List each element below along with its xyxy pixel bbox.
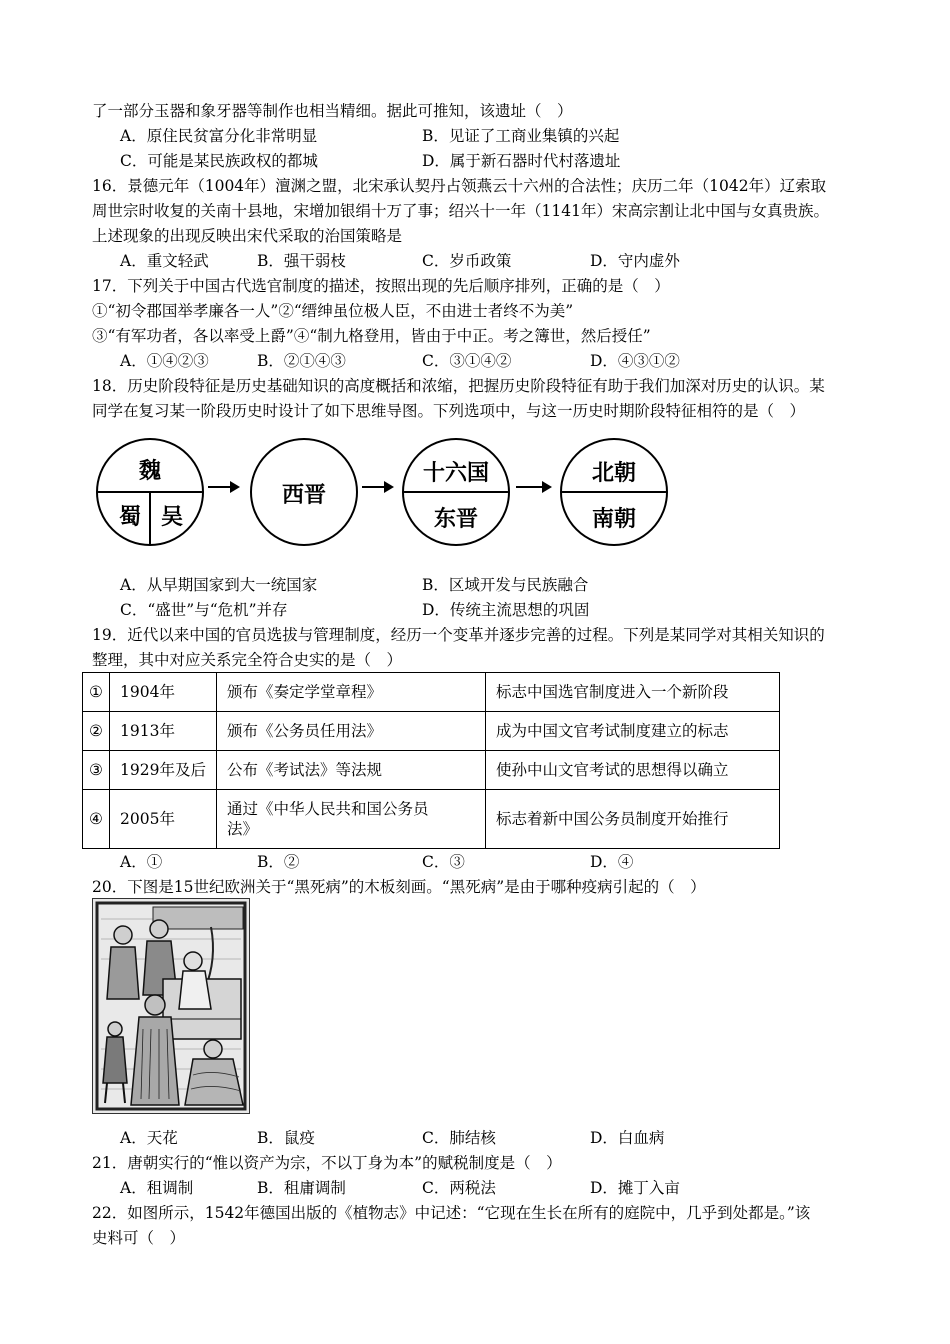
label-dongjin: 东晋 (433, 507, 478, 532)
q17-option-b[interactable]: B．②①④③ (257, 352, 346, 370)
q18-option-d[interactable]: D．传统主流思想的巩固 (422, 601, 590, 619)
label-shu: 蜀 (118, 505, 141, 530)
q21-option-a[interactable]: A．租调制 (120, 1179, 194, 1197)
arrow-right-icon (516, 486, 550, 488)
circle-three-kingdoms (96, 438, 204, 546)
q22-stem-line-2: 史料可（ ） (92, 1229, 186, 1247)
table-cell-meaning: 标志中国选官制度进入一个新阶段 (486, 673, 780, 712)
q16-stem-line-2: 周世宗时收复的关南十县地，宋增加银绢十万了事；绍兴十一年（1141年）宋高宗割让北中国与女真贵族。 (92, 202, 829, 220)
q19-option-d[interactable]: D．④ (590, 853, 634, 871)
mind-map-diagram (96, 436, 676, 548)
circle-sixteen-kingdoms-eastern-jin (402, 438, 510, 546)
q16-option-b[interactable]: B．强干弱枝 (257, 252, 346, 270)
q17-option-d[interactable]: D．④③①② (590, 352, 680, 370)
q21-option-c[interactable]: C．两税法 (422, 1179, 496, 1197)
label-xijin: 西晋 (281, 483, 326, 508)
q18-option-c[interactable]: C．“盛世”与“危机”并存 (120, 601, 288, 619)
black-death-woodcut-image (92, 898, 250, 1114)
q21-option-b[interactable]: B．租庸调制 (257, 1179, 346, 1197)
q19-option-c[interactable]: C．③ (422, 853, 465, 871)
table-cell-meaning: 标志着新中国公务员制度开始推行 (486, 790, 780, 849)
circle-northern-southern-dynasties (560, 438, 668, 546)
q16-option-c[interactable]: C．岁币政策 (422, 252, 512, 270)
table-cell-event: 公布《考试法》等法规 (217, 751, 486, 790)
q18-stem-line-2: 同学在复习某一阶段历史时设计了如下思维导图。下列选项中，与这一历史时期阶段特征相符的是（ ） (92, 402, 806, 420)
label-wei: 魏 (138, 459, 161, 484)
q20-option-b[interactable]: B．鼠疫 (257, 1129, 315, 1147)
table-cell-num: ② (83, 712, 110, 751)
q20-option-c[interactable]: C．肺结核 (422, 1129, 496, 1147)
q15-option-a[interactable]: A．原住民贫富分化非常明显 (120, 127, 318, 145)
q18-option-b[interactable]: B．区域开发与民族融合 (422, 576, 589, 594)
table-row (83, 751, 780, 790)
q20-option-a[interactable]: A．天花 (120, 1129, 178, 1147)
q20-option-d[interactable]: D．白血病 (590, 1129, 665, 1147)
label-nanchao: 南朝 (591, 507, 636, 532)
table-cell-num: ① (83, 673, 110, 712)
q22-stem-line-1: 22．如图所示，1542年德国出版的《植物志》中记述：“它现在生长在所有的庭院中，几乎到处都是。”该 (92, 1204, 811, 1222)
q17-stem-line-3: ③“有军功者，各以率受上爵”④“制九格登用，皆由于中正。考之簿世，然后授任” (92, 327, 651, 345)
circle-western-jin (250, 438, 358, 546)
table-cell-year: 1904年 (110, 673, 217, 712)
q19-option-a[interactable]: A．① (120, 853, 163, 871)
table-cell-num: ③ (83, 751, 110, 790)
table-row (83, 712, 780, 751)
table-cell-year: 1929年及后 (110, 751, 217, 790)
q15-stem: 了一部分玉器和象牙器等制作也相当精细。据此可推知，该遗址（ ） (92, 102, 573, 120)
q19-stem-line-2: 整理，其中对应关系完全符合史实的是（ ） (92, 651, 403, 669)
q16-stem-line-3: 上述现象的出现反映出宋代采取的治国策略是 (92, 227, 403, 245)
q15-option-b[interactable]: B．见证了工商业集镇的兴起 (422, 127, 620, 145)
q19-stem-line-1: 19．近代以来中国的官员选拔与管理制度，经历一个变革并逐步完善的过程。下列是某同学对其相关知识的 (92, 626, 825, 644)
q15-option-d[interactable]: D．属于新石器时代村落遗址 (422, 152, 621, 170)
q18-stem-line-1: 18．历史阶段特征是历史基础知识的高度概括和浓缩，把握历史阶段特征有助于我们加深对历史的认识。某 (92, 377, 825, 395)
table-row (83, 790, 780, 849)
q18-option-a[interactable]: A．从早期国家到大一统国家 (120, 576, 318, 594)
q21-option-d[interactable]: D．摊丁入亩 (590, 1179, 680, 1197)
label-shiliuguo: 十六国 (422, 461, 489, 486)
table-cell-year: 1913年 (110, 712, 217, 751)
table-cell-event (217, 790, 486, 849)
table-cell-meaning: 使孙中山文官考试的思想得以确立 (486, 751, 780, 790)
q17-stem-line-1: 17．下列关于中国古代选官制度的描述，按照出现的先后顺序排列，正确的是（ ） (92, 277, 670, 295)
table-cell-event-line-1: 通过《中华人民共和国公务员 (227, 800, 429, 818)
table-cell-event: 颁布《奏定学堂章程》 (217, 673, 486, 712)
table-row (83, 673, 780, 712)
table-cell-event-line-2: 法》 (227, 820, 259, 838)
table-cell-year: 2005年 (110, 790, 217, 849)
q17-option-c[interactable]: C．③①④② (422, 352, 512, 370)
q17-option-a[interactable]: A．①④②③ (120, 352, 209, 370)
label-wu: 吴 (160, 505, 183, 530)
q21-stem: 21．唐朝实行的“惟以资产为宗，不以丁身为本”的赋税制度是（ ） (92, 1154, 562, 1172)
q19-option-b[interactable]: B．② (257, 853, 300, 871)
q15-option-c[interactable]: C．可能是某民族政权的都城 (120, 152, 318, 170)
label-beichao: 北朝 (591, 461, 636, 486)
q20-stem: 20．下图是15世纪欧洲关于“黑死病”的木板刻画。“黑死病”是由于哪种疫病引起的（ ） (92, 878, 706, 896)
table-cell-num: ④ (83, 790, 110, 849)
q17-stem-line-2: ①“初令郡国举孝廉各一人”②“缙绅虽位极人臣，不由进士者终不为美” (92, 302, 574, 320)
q16-stem-line-1: 16．景德元年（1004年）澶渊之盟，北宋承认契丹占领燕云十六州的合法性；庆历二年（1042年）辽索取 (92, 177, 827, 195)
table-cell-meaning: 成为中国文官考试制度建立的标志 (486, 712, 780, 751)
q16-option-a[interactable]: A．重文轻武 (120, 252, 209, 270)
arrow-right-icon (362, 486, 392, 488)
q16-option-d[interactable]: D．守内虚外 (590, 252, 680, 270)
table-cell-event: 颁布《公务员任用法》 (217, 712, 486, 751)
q19-table (82, 672, 780, 849)
arrow-right-icon (208, 486, 238, 488)
